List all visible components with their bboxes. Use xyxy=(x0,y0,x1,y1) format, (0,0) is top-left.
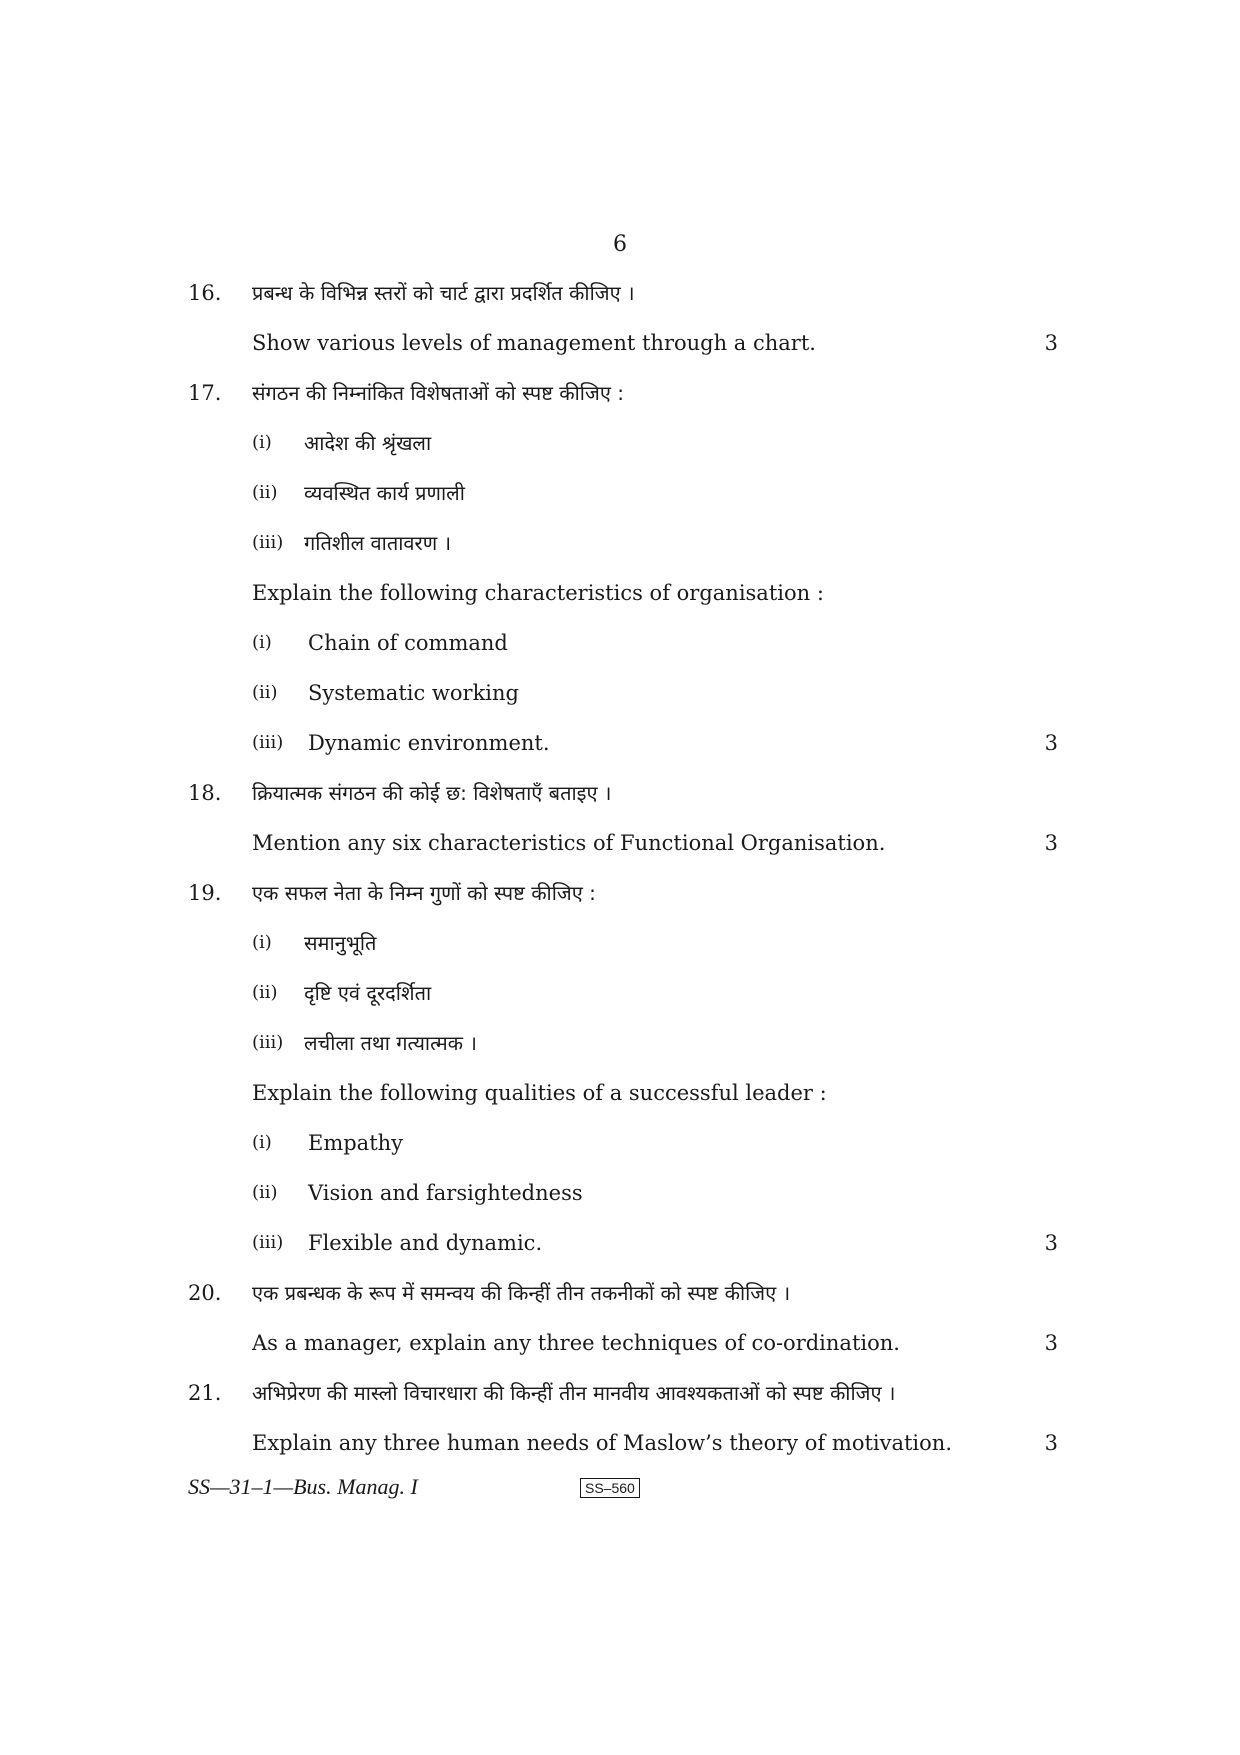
hindi-sub-item xyxy=(188,1026,1058,1076)
paper-code: SS—31–1—Bus. Manag. I xyxy=(188,1474,418,1499)
question-marks: 3 xyxy=(1044,1431,1058,1455)
hindi-sub-item xyxy=(188,976,1058,1026)
sub-item-number: (ii) xyxy=(252,1182,278,1203)
sub-item-text: Systematic working xyxy=(308,681,519,705)
sub-item-text: समानुभूति xyxy=(304,931,377,955)
english-sub-item xyxy=(188,676,1058,726)
question-hindi-line xyxy=(188,1376,1058,1426)
sub-item-text: आदेश की श्रृंखला xyxy=(304,431,432,455)
question-list xyxy=(188,276,1058,1476)
sub-item-number: (ii) xyxy=(252,982,278,1003)
sub-item-number: (iii) xyxy=(252,1032,284,1053)
question-marks: 3 xyxy=(1044,831,1058,855)
hindi-sub-item xyxy=(188,426,1058,476)
question-hindi-text: एक सफल नेता के निम्न गुणों को स्पष्ट कीजिए : xyxy=(252,881,596,905)
question-english-line xyxy=(188,1326,1058,1376)
sub-item-text: Flexible and dynamic. xyxy=(308,1231,543,1255)
question-19 xyxy=(188,876,1058,1276)
page-number: 6 xyxy=(613,232,627,257)
sub-item-number: (ii) xyxy=(252,682,278,703)
question-hindi-text: संगठन की निम्नांकित विशेषताओं को स्पष्ट कीजिए : xyxy=(252,381,624,405)
hindi-sub-item xyxy=(188,476,1058,526)
english-sub-item xyxy=(188,1126,1058,1176)
sub-item-number: (i) xyxy=(252,432,272,453)
hindi-sub-item xyxy=(188,526,1058,576)
sub-item-number: (i) xyxy=(252,632,272,653)
sub-item-number: (i) xyxy=(252,932,272,953)
series-badge: SS–560 xyxy=(580,1478,640,1498)
page-footer xyxy=(188,1474,1058,1508)
sub-item-text: Vision and farsightedness xyxy=(308,1181,583,1205)
question-english-line xyxy=(188,576,1058,626)
sub-item-number: (ii) xyxy=(252,482,278,503)
sub-item-number: (iii) xyxy=(252,1232,284,1253)
sub-item-number: (iii) xyxy=(252,732,284,753)
question-english-line xyxy=(188,1076,1058,1126)
hindi-sub-item xyxy=(188,926,1058,976)
question-number: 19. xyxy=(188,881,222,905)
question-english-text: As a manager, explain any three techniques of co-ordination. xyxy=(252,1331,900,1355)
question-hindi-line xyxy=(188,276,1058,326)
question-hindi-text: एक प्रबन्धक के रूप में समन्वय की किन्हीं तीन तकनीकों को स्पष्ट कीजिए । xyxy=(252,1281,791,1305)
english-sub-item xyxy=(188,1176,1058,1226)
question-16 xyxy=(188,276,1058,376)
question-marks: 3 xyxy=(1044,1331,1058,1355)
question-english-text: Explain the following characteristics of organisation : xyxy=(252,581,824,605)
question-17 xyxy=(188,376,1058,776)
sub-item-text: दृष्टि एवं दूरदर्शिता xyxy=(304,981,432,1005)
sub-item-text: Chain of command xyxy=(308,631,508,655)
question-english-line xyxy=(188,826,1058,876)
question-english-line xyxy=(188,1426,1058,1476)
question-hindi-line xyxy=(188,776,1058,826)
english-sub-item xyxy=(188,726,1058,776)
question-hindi-text: क्रियात्मक संगठन की कोई छ: विशेषताएँ बताइए । xyxy=(252,781,612,805)
sub-item-text: Empathy xyxy=(308,1131,404,1155)
question-20 xyxy=(188,1276,1058,1376)
question-english-text: Explain the following qualities of a successful leader : xyxy=(252,1081,827,1105)
question-number: 16. xyxy=(188,281,222,305)
question-english-text: Explain any three human needs of Maslow’s theory of motivation. xyxy=(252,1431,952,1455)
question-english-text: Mention any six characteristics of Functional Organisation. xyxy=(252,831,886,855)
question-marks: 3 xyxy=(1044,731,1058,755)
sub-item-number: (iii) xyxy=(252,532,284,553)
question-hindi-text: अभिप्रेरण की मास्लो विचारधारा की किन्हीं तीन मानवीय आवश्यकताओं को स्पष्ट कीजिए । xyxy=(252,1381,896,1405)
question-marks: 3 xyxy=(1044,331,1058,355)
sub-item-number: (i) xyxy=(252,1132,272,1153)
question-hindi-line xyxy=(188,1276,1058,1326)
question-hindi-line xyxy=(188,376,1058,426)
sub-item-text: Dynamic environment. xyxy=(308,731,550,755)
question-english-text: Show various levels of management through a chart. xyxy=(252,331,816,355)
question-number: 20. xyxy=(188,1281,222,1305)
sub-item-text: व्यवस्थित कार्य प्रणाली xyxy=(304,481,465,505)
question-21 xyxy=(188,1376,1058,1476)
sub-item-text: लचीला तथा गत्यात्मक । xyxy=(304,1031,477,1055)
question-number: 18. xyxy=(188,781,222,805)
question-marks: 3 xyxy=(1044,1231,1058,1255)
question-hindi-text: प्रबन्ध के विभिन्न स्तरों को चार्ट द्वारा प्रदर्शित कीजिए । xyxy=(252,281,635,305)
english-sub-item xyxy=(188,1226,1058,1276)
question-18 xyxy=(188,776,1058,876)
question-hindi-line xyxy=(188,876,1058,926)
sub-item-text: गतिशील वातावरण । xyxy=(304,531,452,555)
english-sub-item xyxy=(188,626,1058,676)
question-number: 17. xyxy=(188,381,222,405)
question-number: 21. xyxy=(188,1381,222,1405)
question-english-line xyxy=(188,326,1058,376)
